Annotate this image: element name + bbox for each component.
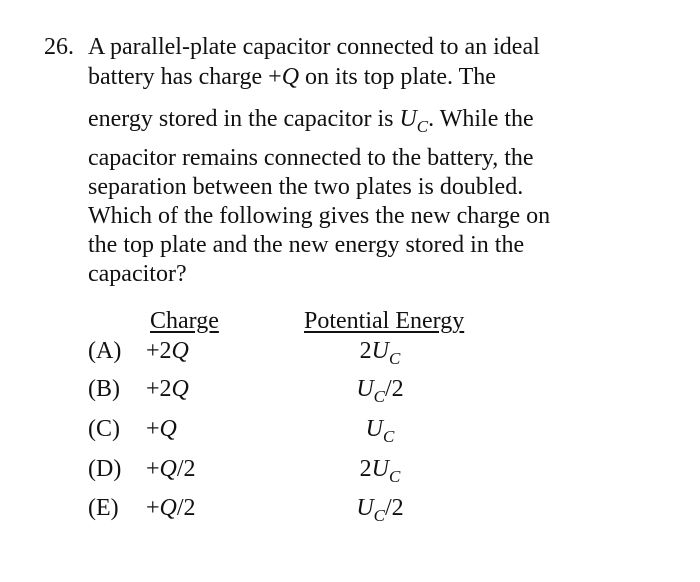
question-line-2: battery has charge +Q on its top plate. The [88,64,496,90]
charge-column-header: Charge [150,308,219,334]
choice-charge: +2Q [146,338,189,364]
choice-charge: +2Q [146,376,189,402]
choice-charge: +Q/2 [146,456,196,482]
charge-variable: Q [281,64,300,90]
choice-energy: $2U_C$ [359,456,401,486]
question-line-3: energy stored in the capacitor is $U_C$. While the [88,106,534,136]
question-line-1: A parallel-plate capacitor connected to an ideal [88,34,540,60]
energy-variable: U [399,106,417,132]
energy-subscript: C [416,117,429,136]
choice-energy: $U_C/2$ [356,495,404,525]
question-line-6: Which of the following gives the new charge on [88,203,551,229]
choice-a[interactable] [0,337,700,371]
choice-energy: $U_C$ [365,416,395,446]
choice-energy: $2U_C$ [359,338,401,368]
choice-charge: +Q [146,416,177,442]
question-number: 26. [44,34,74,60]
choice-energy: $U_C/2$ [356,376,404,406]
energy-column-header: Potential Energy [304,308,465,334]
choice-c[interactable] [0,415,700,449]
question-line-8: capacitor? [88,261,187,287]
choice-letter: (A) [88,338,122,364]
choice-letter: (D) [88,456,122,482]
choice-e[interactable] [0,494,700,528]
choice-letter: (B) [88,376,120,402]
choice-charge: +Q/2 [146,495,196,521]
question-line-5: separation between the two plates is doubled. [88,174,524,200]
question-line-4: capacitor remains connected to the battery, the [88,145,534,171]
choice-letter: (E) [88,495,119,521]
choice-b[interactable] [0,375,700,409]
choice-letter: (C) [88,416,120,442]
choice-d[interactable] [0,455,700,489]
question-line-7: the top plate and the new energy stored in the [88,232,525,258]
